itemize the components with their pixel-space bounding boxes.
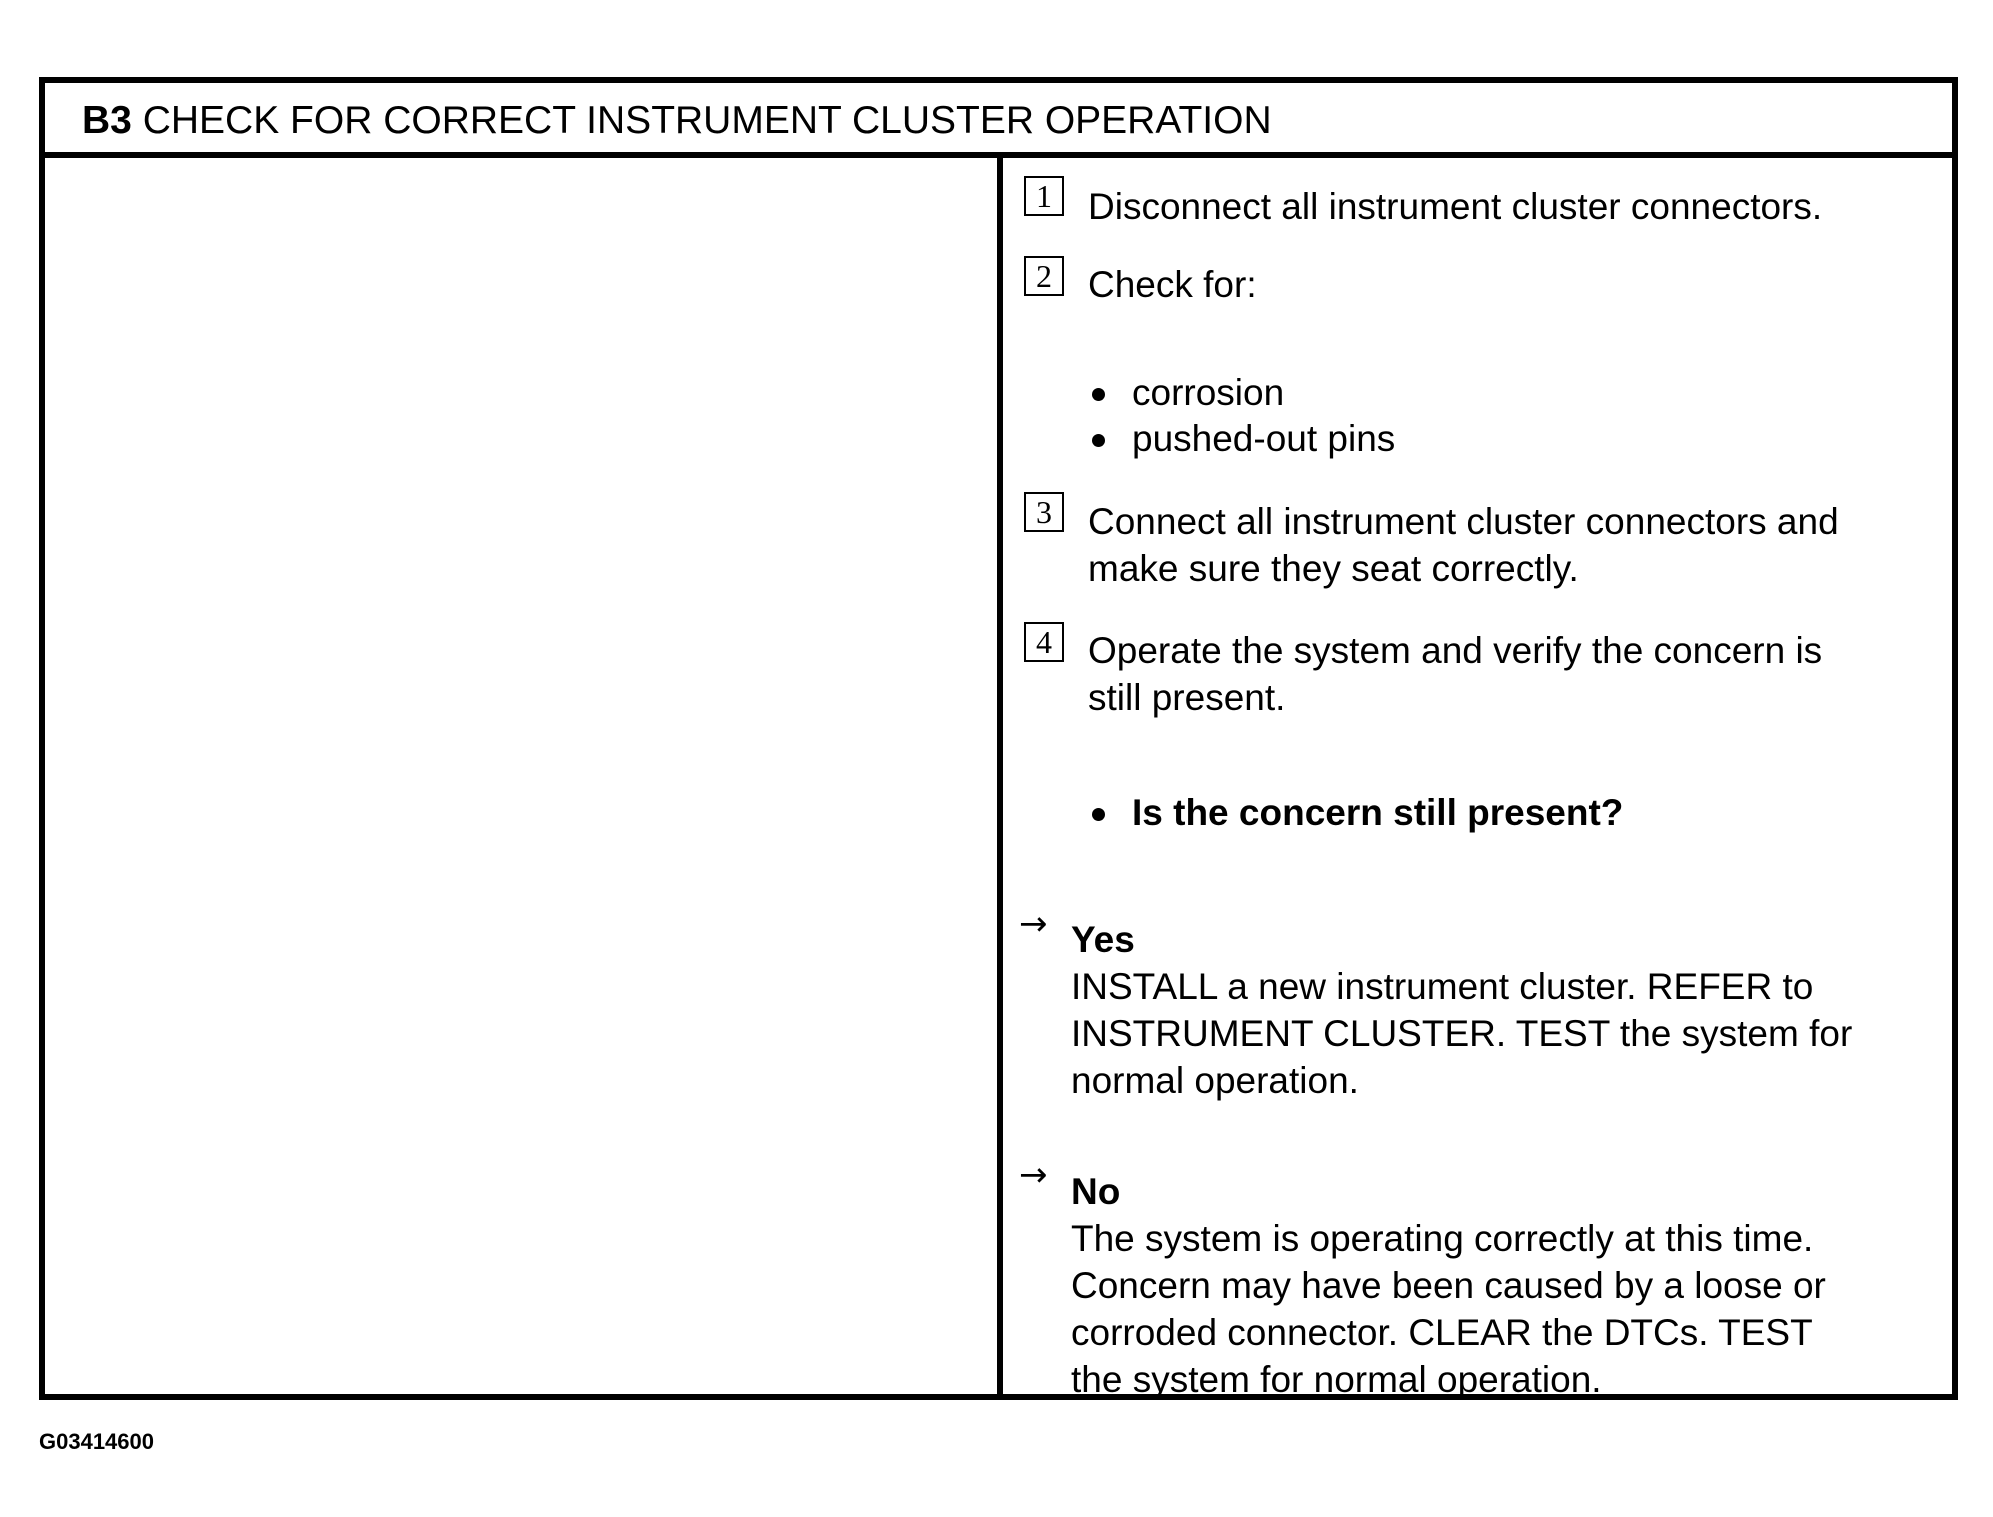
step-3-text xyxy=(1088,498,1839,592)
step-title-text: CHECK FOR CORRECT INSTRUMENT CLUSTER OPERATION xyxy=(142,99,1272,142)
outcome-no-line: The system is operating correctly at this time. xyxy=(1071,1218,1814,1259)
list-item: corrosion xyxy=(1088,370,1395,416)
outcome-no-label: No xyxy=(1071,1171,1121,1212)
step-4-text xyxy=(1088,627,1822,721)
illustration-area xyxy=(45,158,997,1394)
step-4-line: Operate the system and verify the concern is xyxy=(1088,630,1823,671)
outcome-no xyxy=(1071,1168,1826,1403)
outcome-yes xyxy=(1071,916,1852,1104)
outcome-yes-line: INSTRUMENT CLUSTER. TEST the system for xyxy=(1071,1013,1853,1054)
outcome-yes-line: INSTALL a new instrument cluster. REFER to xyxy=(1071,966,1814,1007)
step-4-line: still present. xyxy=(1088,677,1286,718)
step-1-text: Disconnect all instrument cluster connectors. xyxy=(1088,186,1823,227)
instructions-pane xyxy=(1003,158,1952,1400)
arrow-right-icon: → xyxy=(1019,1155,1048,1195)
check-list xyxy=(1088,370,1395,462)
figure-id: G03414600 xyxy=(39,1429,154,1454)
step-number-1: 1 xyxy=(1024,176,1064,216)
list-item: pushed-out pins xyxy=(1088,416,1395,462)
step-3-line: Connect all instrument cluster connectors and xyxy=(1088,501,1839,542)
question-list xyxy=(1088,790,1623,836)
question-item: Is the concern still present? xyxy=(1088,790,1623,836)
step-2-text: Check for: xyxy=(1088,264,1257,305)
step-3-line: make sure they seat correctly. xyxy=(1088,548,1579,589)
arrow-right-icon: → xyxy=(1019,904,1048,944)
step-number-4: 4 xyxy=(1024,622,1064,662)
outcome-no-line: corroded connector. CLEAR the DTCs. TEST xyxy=(1071,1312,1813,1353)
test-step-frame xyxy=(39,77,1958,1400)
step-number-3: 3 xyxy=(1024,492,1064,532)
step-header xyxy=(45,83,1952,158)
outcome-no-line: Concern may have been caused by a loose or xyxy=(1071,1265,1826,1306)
outcome-no-line: the system for normal operation. xyxy=(1071,1359,1602,1400)
outcome-yes-label: Yes xyxy=(1071,919,1135,960)
step-code: B3 xyxy=(82,99,132,142)
step-title xyxy=(82,99,1272,143)
step-number-2: 2 xyxy=(1024,256,1064,296)
outcome-yes-line: normal operation. xyxy=(1071,1060,1359,1101)
